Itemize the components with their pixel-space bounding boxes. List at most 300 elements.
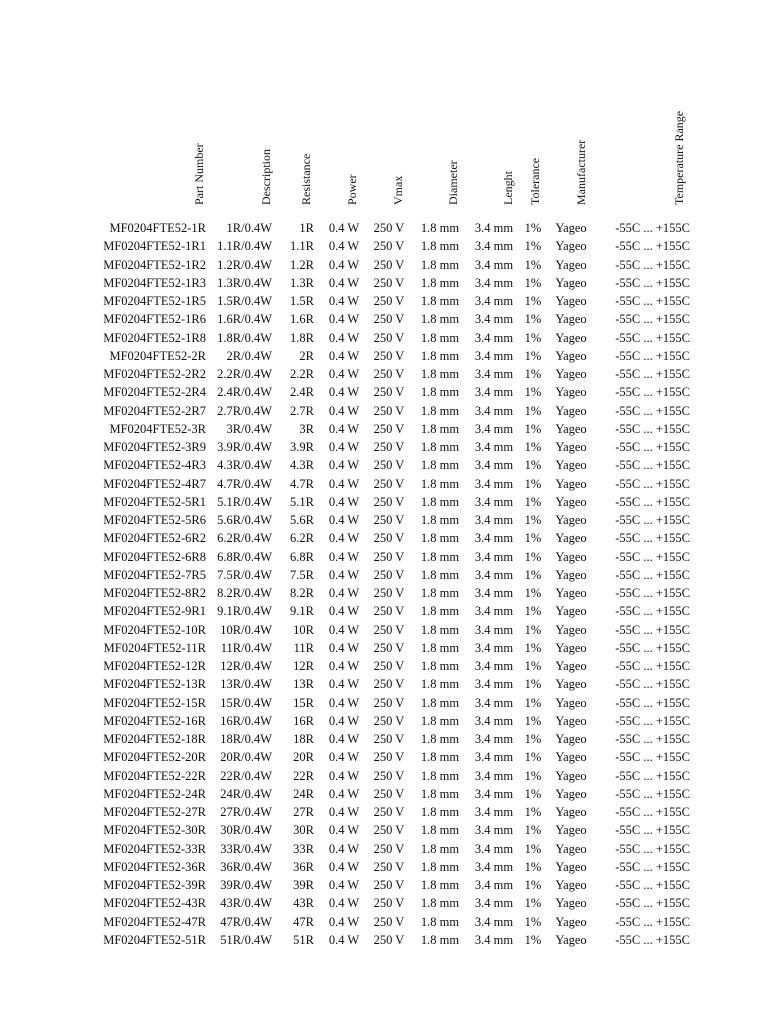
cell-diameter: 1.8 mm: [420, 805, 460, 819]
cell-temperature-range: -55C ... +155C: [615, 677, 690, 692]
cell-diameter: 1.8 mm: [420, 221, 460, 235]
header-label: Resistance: [299, 153, 313, 205]
cell-part-number: MF0204FTE52-33R: [103, 841, 206, 856]
cell-vmax: 250 V: [373, 695, 405, 710]
cell-resistance: 5.1R: [290, 494, 314, 509]
cell-length: 3.4 mm: [474, 385, 514, 400]
cell-vmax: 250 V: [373, 896, 405, 911]
cell-tolerance: 1%: [524, 841, 542, 856]
cell-resistance: 15R: [293, 695, 314, 710]
cell-vmax: 250 V: [373, 476, 405, 491]
cell-manufacturer: Yageo: [555, 659, 587, 673]
cell-length: 3.4 mm: [474, 604, 514, 619]
cell-resistance: 51R: [293, 932, 314, 947]
table-row: [0, 639, 768, 657]
cell-vmax: 250 V: [373, 312, 405, 327]
cell-part-number: MF0204FTE52-18R: [103, 732, 206, 746]
cell-part-number: MF0204FTE52-9R1: [103, 604, 206, 619]
cell-temperature-range: -55C ... +155C: [615, 440, 690, 454]
cell-length: 3.4 mm: [474, 750, 514, 765]
cell-tolerance: 1%: [524, 494, 542, 509]
cell-manufacturer: Yageo: [555, 805, 587, 819]
cell-diameter: 1.8 mm: [420, 513, 460, 527]
cell-vmax: 250 V: [373, 768, 405, 783]
cell-manufacturer: Yageo: [555, 567, 587, 582]
cell-tolerance: 1%: [524, 914, 542, 929]
cell-diameter: 1.8 mm: [420, 695, 460, 710]
cell-tolerance: 1%: [524, 786, 542, 801]
cell-length: 3.4 mm: [474, 549, 514, 564]
table-row: [0, 438, 768, 456]
cell-manufacturer: Yageo: [555, 695, 587, 710]
cell-temperature-range: -55C ... +155C: [615, 586, 690, 600]
cell-temperature-range: -55C ... +155C: [615, 549, 690, 564]
cell-part-number: MF0204FTE52-1R2: [103, 257, 206, 272]
header-description: [256, 0, 276, 219]
header-label: Description: [259, 149, 273, 205]
cell-temperature-range: -55C ... +155C: [615, 367, 690, 381]
cell-diameter: 1.8 mm: [420, 458, 460, 473]
cell-vmax: 250 V: [373, 750, 405, 765]
cell-part-number: MF0204FTE52-8R2: [103, 586, 206, 600]
cell-length: 3.4 mm: [474, 677, 514, 692]
cell-vmax: 250 V: [373, 494, 405, 509]
header-label: Tolerance: [528, 157, 542, 205]
header-vmax: [388, 0, 408, 219]
cell-diameter: 1.8 mm: [420, 294, 460, 308]
cell-description: 33R/0.4W: [220, 841, 272, 856]
cell-length: 3.4 mm: [474, 768, 514, 783]
cell-diameter: 1.8 mm: [420, 713, 460, 728]
cell-resistance: 27R: [293, 805, 314, 819]
cell-part-number: MF0204FTE52-1R8: [103, 330, 206, 345]
cell-temperature-range: -55C ... +155C: [615, 221, 690, 235]
cell-temperature-range: -55C ... +155C: [615, 531, 690, 546]
cell-description: 43R/0.4W: [220, 896, 272, 911]
cell-manufacturer: Yageo: [555, 732, 587, 746]
table-row: [0, 529, 768, 547]
cell-part-number: MF0204FTE52-4R7: [103, 476, 206, 491]
header-label: Temperature Range: [672, 110, 686, 205]
cell-part-number: MF0204FTE52-13R: [103, 677, 206, 692]
cell-description: 16R/0.4W: [220, 713, 272, 728]
cell-description: 1.3R/0.4W: [217, 275, 272, 290]
cell-vmax: 250 V: [373, 932, 405, 947]
cell-description: 4.7R/0.4W: [217, 476, 272, 491]
cell-power: 0.4 W: [328, 896, 360, 911]
cell-tolerance: 1%: [524, 403, 542, 418]
cell-tolerance: 1%: [524, 312, 542, 327]
cell-length: 3.4 mm: [474, 695, 514, 710]
cell-description: 20R/0.4W: [220, 750, 272, 765]
cell-part-number: MF0204FTE52-5R6: [103, 513, 206, 527]
cell-temperature-range: -55C ... +155C: [615, 695, 690, 710]
cell-description: 5.1R/0.4W: [217, 494, 272, 509]
table-row: [0, 657, 768, 675]
table-row: [0, 858, 768, 876]
cell-resistance: 47R: [293, 914, 314, 929]
cell-description: 2.4R/0.4W: [217, 385, 272, 400]
cell-part-number: MF0204FTE52-51R: [103, 932, 206, 947]
cell-tolerance: 1%: [524, 275, 542, 290]
cell-power: 0.4 W: [328, 403, 360, 418]
header-part-number: [189, 0, 209, 219]
cell-description: 4.3R/0.4W: [217, 458, 272, 473]
cell-diameter: 1.8 mm: [420, 239, 460, 254]
cell-manufacturer: Yageo: [555, 348, 587, 363]
table-row: [0, 767, 768, 785]
cell-power: 0.4 W: [328, 257, 360, 272]
cell-temperature-range: -55C ... +155C: [615, 239, 690, 254]
cell-length: 3.4 mm: [474, 294, 514, 308]
table-row: [0, 748, 768, 766]
cell-temperature-range: -55C ... +155C: [615, 932, 690, 947]
cell-diameter: 1.8 mm: [420, 786, 460, 801]
cell-tolerance: 1%: [524, 531, 542, 546]
cell-description: 36R/0.4W: [220, 859, 272, 874]
table-row: [0, 420, 768, 438]
cell-manufacturer: Yageo: [555, 221, 587, 235]
table-row: [0, 493, 768, 511]
cell-description: 8.2R/0.4W: [217, 586, 272, 600]
cell-temperature-range: -55C ... +155C: [615, 786, 690, 801]
table-row: [0, 584, 768, 602]
cell-part-number: MF0204FTE52-2R4: [103, 385, 206, 400]
cell-length: 3.4 mm: [474, 494, 514, 509]
cell-temperature-range: -55C ... +155C: [615, 385, 690, 400]
cell-resistance: 30R: [293, 823, 314, 838]
cell-tolerance: 1%: [524, 640, 542, 655]
cell-power: 0.4 W: [328, 458, 360, 473]
cell-description: 5.6R/0.4W: [217, 513, 272, 527]
cell-temperature-range: -55C ... +155C: [615, 805, 690, 819]
cell-vmax: 250 V: [373, 367, 405, 381]
cell-manufacturer: Yageo: [555, 786, 587, 801]
cell-diameter: 1.8 mm: [420, 385, 460, 400]
cell-temperature-range: -55C ... +155C: [615, 859, 690, 874]
table-row: [0, 383, 768, 401]
cell-resistance: 5.6R: [290, 513, 314, 527]
cell-power: 0.4 W: [328, 330, 360, 345]
cell-vmax: 250 V: [373, 440, 405, 454]
table-row: [0, 292, 768, 310]
cell-vmax: 250 V: [373, 513, 405, 527]
cell-length: 3.4 mm: [474, 476, 514, 491]
cell-part-number: MF0204FTE52-2R7: [103, 403, 206, 418]
cell-part-number: MF0204FTE52-12R: [103, 659, 206, 673]
cell-part-number: MF0204FTE52-39R: [103, 878, 206, 892]
cell-vmax: 250 V: [373, 294, 405, 308]
cell-tolerance: 1%: [524, 677, 542, 692]
header-label: Part Number: [192, 143, 206, 205]
cell-diameter: 1.8 mm: [420, 275, 460, 290]
cell-vmax: 250 V: [373, 823, 405, 838]
table-row: [0, 274, 768, 292]
cell-vmax: 250 V: [373, 622, 405, 637]
cell-power: 0.4 W: [328, 440, 360, 454]
table-row: [0, 694, 768, 712]
cell-manufacturer: Yageo: [555, 330, 587, 345]
cell-vmax: 250 V: [373, 403, 405, 418]
cell-length: 3.4 mm: [474, 367, 514, 381]
cell-description: 3.9R/0.4W: [217, 440, 272, 454]
cell-resistance: 39R: [293, 878, 314, 892]
table-row: [0, 803, 768, 821]
cell-tolerance: 1%: [524, 823, 542, 838]
cell-power: 0.4 W: [328, 476, 360, 491]
cell-manufacturer: Yageo: [555, 677, 587, 692]
cell-manufacturer: Yageo: [555, 275, 587, 290]
cell-temperature-range: -55C ... +155C: [615, 567, 690, 582]
cell-description: 2.7R/0.4W: [217, 403, 272, 418]
cell-diameter: 1.8 mm: [420, 604, 460, 619]
cell-length: 3.4 mm: [474, 531, 514, 546]
cell-manufacturer: Yageo: [555, 586, 587, 600]
cell-tolerance: 1%: [524, 859, 542, 874]
cell-vmax: 250 V: [373, 786, 405, 801]
cell-description: 2.2R/0.4W: [217, 367, 272, 381]
cell-part-number: MF0204FTE52-1R: [109, 221, 206, 235]
header-label: Diameter: [446, 160, 460, 205]
cell-power: 0.4 W: [328, 294, 360, 308]
cell-resistance: 2.4R: [290, 385, 314, 400]
cell-tolerance: 1%: [524, 549, 542, 564]
cell-tolerance: 1%: [524, 768, 542, 783]
table-row: [0, 347, 768, 365]
cell-part-number: MF0204FTE52-3R: [109, 421, 206, 436]
cell-temperature-range: -55C ... +155C: [615, 257, 690, 272]
cell-temperature-range: -55C ... +155C: [615, 403, 690, 418]
cell-tolerance: 1%: [524, 294, 542, 308]
cell-part-number: MF0204FTE52-16R: [103, 713, 206, 728]
cell-tolerance: 1%: [524, 932, 542, 947]
cell-part-number: MF0204FTE52-3R9: [103, 440, 206, 454]
cell-vmax: 250 V: [373, 348, 405, 363]
cell-part-number: MF0204FTE52-43R: [103, 896, 206, 911]
header-label: Vmax: [391, 175, 405, 205]
cell-tolerance: 1%: [524, 896, 542, 911]
cell-resistance: 2.2R: [290, 367, 314, 381]
cell-length: 3.4 mm: [474, 786, 514, 801]
cell-temperature-range: -55C ... +155C: [615, 713, 690, 728]
table-row: [0, 237, 768, 255]
cell-tolerance: 1%: [524, 440, 542, 454]
cell-part-number: MF0204FTE52-10R: [103, 622, 206, 637]
cell-vmax: 250 V: [373, 604, 405, 619]
cell-power: 0.4 W: [328, 768, 360, 783]
cell-diameter: 1.8 mm: [420, 421, 460, 436]
cell-manufacturer: Yageo: [555, 932, 587, 947]
cell-tolerance: 1%: [524, 695, 542, 710]
cell-temperature-range: -55C ... +155C: [615, 275, 690, 290]
cell-resistance: 3R: [299, 421, 314, 436]
cell-length: 3.4 mm: [474, 312, 514, 327]
cell-temperature-range: -55C ... +155C: [615, 604, 690, 619]
cell-vmax: 250 V: [373, 640, 405, 655]
cell-power: 0.4 W: [328, 732, 360, 746]
cell-manufacturer: Yageo: [555, 494, 587, 509]
cell-manufacturer: Yageo: [555, 458, 587, 473]
cell-part-number: MF0204FTE52-47R: [103, 914, 206, 929]
cell-power: 0.4 W: [328, 859, 360, 874]
cell-length: 3.4 mm: [474, 348, 514, 363]
cell-manufacturer: Yageo: [555, 367, 587, 381]
cell-resistance: 13R: [293, 677, 314, 692]
cell-manufacturer: Yageo: [555, 823, 587, 838]
cell-diameter: 1.8 mm: [420, 257, 460, 272]
cell-power: 0.4 W: [328, 805, 360, 819]
cell-resistance: 24R: [293, 786, 314, 801]
cell-power: 0.4 W: [328, 275, 360, 290]
cell-part-number: MF0204FTE52-24R: [103, 786, 206, 801]
cell-description: 9.1R/0.4W: [217, 604, 272, 619]
cell-temperature-range: -55C ... +155C: [615, 494, 690, 509]
cell-diameter: 1.8 mm: [420, 476, 460, 491]
cell-power: 0.4 W: [328, 531, 360, 546]
cell-diameter: 1.8 mm: [420, 440, 460, 454]
cell-manufacturer: Yageo: [555, 476, 587, 491]
cell-description: 12R/0.4W: [220, 659, 272, 673]
cell-temperature-range: -55C ... +155C: [615, 750, 690, 765]
cell-manufacturer: Yageo: [555, 622, 587, 637]
cell-length: 3.4 mm: [474, 713, 514, 728]
cell-tolerance: 1%: [524, 367, 542, 381]
cell-temperature-range: -55C ... +155C: [615, 513, 690, 527]
cell-vmax: 250 V: [373, 878, 405, 892]
cell-power: 0.4 W: [328, 586, 360, 600]
cell-diameter: 1.8 mm: [420, 914, 460, 929]
cell-vmax: 250 V: [373, 659, 405, 673]
cell-description: 1.6R/0.4W: [217, 312, 272, 327]
cell-part-number: MF0204FTE52-27R: [103, 805, 206, 819]
cell-length: 3.4 mm: [474, 932, 514, 947]
cell-description: 6.8R/0.4W: [217, 549, 272, 564]
cell-manufacturer: Yageo: [555, 312, 587, 327]
cell-diameter: 1.8 mm: [420, 841, 460, 856]
cell-manufacturer: Yageo: [555, 531, 587, 546]
cell-resistance: 16R: [293, 713, 314, 728]
cell-length: 3.4 mm: [474, 239, 514, 254]
header-label: Manufacturer: [574, 139, 588, 205]
cell-resistance: 43R: [293, 896, 314, 911]
cell-power: 0.4 W: [328, 786, 360, 801]
cell-power: 0.4 W: [328, 494, 360, 509]
cell-vmax: 250 V: [373, 677, 405, 692]
cell-vmax: 250 V: [373, 713, 405, 728]
cell-diameter: 1.8 mm: [420, 768, 460, 783]
cell-length: 3.4 mm: [474, 257, 514, 272]
cell-part-number: MF0204FTE52-15R: [103, 695, 206, 710]
cell-temperature-range: -55C ... +155C: [615, 823, 690, 838]
cell-description: 11R/0.4W: [220, 640, 272, 655]
cell-power: 0.4 W: [328, 659, 360, 673]
cell-part-number: MF0204FTE52-22R: [103, 768, 206, 783]
cell-diameter: 1.8 mm: [420, 878, 460, 892]
cell-diameter: 1.8 mm: [420, 622, 460, 637]
cell-length: 3.4 mm: [474, 330, 514, 345]
cell-manufacturer: Yageo: [555, 878, 587, 892]
cell-power: 0.4 W: [328, 312, 360, 327]
cell-vmax: 250 V: [373, 385, 405, 400]
table-row: [0, 602, 768, 620]
cell-temperature-range: -55C ... +155C: [615, 878, 690, 892]
cell-temperature-range: -55C ... +155C: [615, 476, 690, 491]
cell-part-number: MF0204FTE52-2R: [109, 348, 206, 363]
cell-vmax: 250 V: [373, 275, 405, 290]
header-manufacturer: [571, 0, 591, 219]
cell-length: 3.4 mm: [474, 659, 514, 673]
cell-resistance: 1.1R: [290, 239, 314, 254]
cell-power: 0.4 W: [328, 604, 360, 619]
cell-part-number: MF0204FTE52-11R: [103, 640, 206, 655]
cell-diameter: 1.8 mm: [420, 348, 460, 363]
cell-part-number: MF0204FTE52-20R: [103, 750, 206, 765]
cell-diameter: 1.8 mm: [420, 531, 460, 546]
cell-resistance: 9.1R: [290, 604, 314, 619]
cell-tolerance: 1%: [524, 421, 542, 436]
cell-description: 3R/0.4W: [226, 421, 272, 436]
cell-description: 18R/0.4W: [220, 732, 272, 746]
cell-tolerance: 1%: [524, 750, 542, 765]
cell-tolerance: 1%: [524, 458, 542, 473]
cell-tolerance: 1%: [524, 586, 542, 600]
cell-vmax: 250 V: [373, 257, 405, 272]
cell-part-number: MF0204FTE52-6R2: [103, 531, 206, 546]
cell-part-number: MF0204FTE52-7R5: [103, 567, 206, 582]
cell-resistance: 7.5R: [290, 567, 314, 582]
cell-power: 0.4 W: [328, 513, 360, 527]
cell-temperature-range: -55C ... +155C: [615, 294, 690, 308]
cell-description: 1.5R/0.4W: [217, 294, 272, 308]
cell-manufacturer: Yageo: [555, 640, 587, 655]
cell-power: 0.4 W: [328, 932, 360, 947]
cell-vmax: 250 V: [373, 549, 405, 564]
cell-vmax: 250 V: [373, 859, 405, 874]
table-row: [0, 931, 768, 949]
cell-power: 0.4 W: [328, 367, 360, 381]
cell-length: 3.4 mm: [474, 823, 514, 838]
cell-diameter: 1.8 mm: [420, 932, 460, 947]
cell-length: 3.4 mm: [474, 896, 514, 911]
cell-vmax: 250 V: [373, 805, 405, 819]
cell-tolerance: 1%: [524, 257, 542, 272]
cell-vmax: 250 V: [373, 239, 405, 254]
cell-power: 0.4 W: [328, 914, 360, 929]
cell-manufacturer: Yageo: [555, 513, 587, 527]
table-row: [0, 675, 768, 693]
cell-temperature-range: -55C ... +155C: [615, 896, 690, 911]
cell-length: 3.4 mm: [474, 859, 514, 874]
table-row: [0, 329, 768, 347]
cell-resistance: 12R: [293, 659, 314, 673]
cell-length: 3.4 mm: [474, 805, 514, 819]
cell-tolerance: 1%: [524, 567, 542, 582]
cell-manufacturer: Yageo: [555, 713, 587, 728]
cell-length: 3.4 mm: [474, 586, 514, 600]
cell-tolerance: 1%: [524, 476, 542, 491]
cell-length: 3.4 mm: [474, 640, 514, 655]
cell-vmax: 250 V: [373, 221, 405, 235]
cell-power: 0.4 W: [328, 549, 360, 564]
cell-description: 30R/0.4W: [220, 823, 272, 838]
cell-resistance: 6.8R: [290, 549, 314, 564]
cell-vmax: 250 V: [373, 914, 405, 929]
cell-resistance: 22R: [293, 768, 314, 783]
cell-part-number: MF0204FTE52-6R8: [103, 549, 206, 564]
cell-diameter: 1.8 mm: [420, 403, 460, 418]
cell-vmax: 250 V: [373, 330, 405, 345]
cell-temperature-range: -55C ... +155C: [615, 330, 690, 345]
